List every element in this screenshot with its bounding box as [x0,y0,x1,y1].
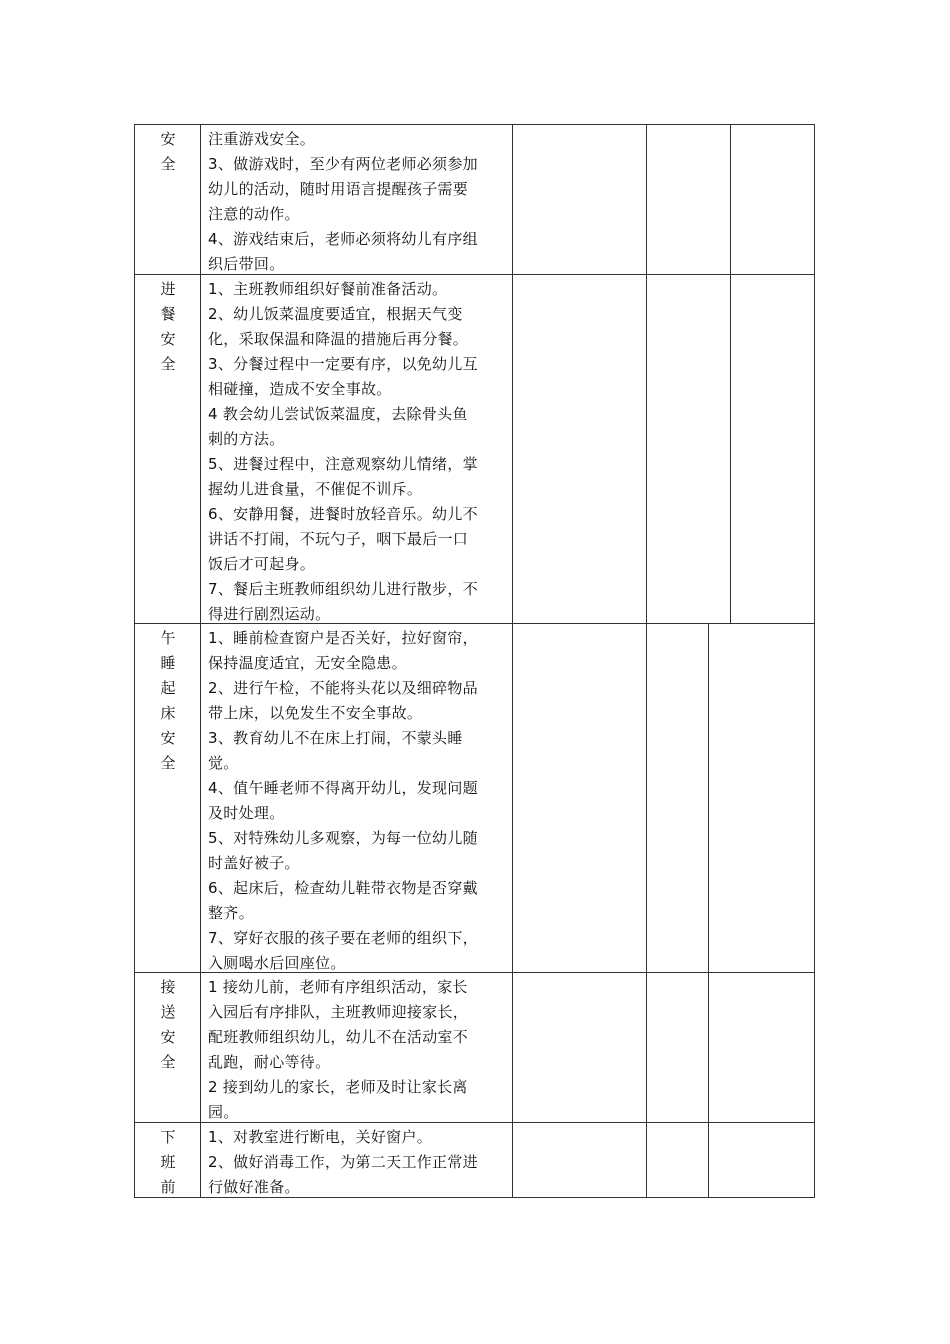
content-line: 入园后有序排队，主班教师迎接家长， [208,1003,469,1021]
content-cell [208,127,508,277]
content-line: 1、主班教师组织好餐前准备活动。 [208,280,448,298]
content-line: 织后带回。 [208,255,285,273]
content-line: 1 接幼儿前，老师有序组织活动，家长 [208,978,468,996]
content-line: 幼儿的活动，随时用语言提醒孩子需要 [208,180,469,198]
category-char: 全 [160,754,176,772]
content-line: 5、进餐过程中，注意观察幼儿情绪，掌 [208,455,478,473]
content-line: 时盖好被子。 [208,854,300,872]
content-line: 及时处理。 [208,804,285,822]
content-line: 4、游戏结束后，老师必须将幼儿有序组 [208,230,478,248]
category-char: 餐 [160,305,176,323]
content-line: 2、幼儿饭菜温度要适宜，根据天气变 [208,305,463,323]
content-line: 7、餐后主班教师组织幼儿进行散步，不 [208,580,478,598]
content-line: 4、值午睡老师不得离开幼儿，发现问题 [208,779,478,797]
category-char: 送 [160,1003,176,1021]
category-char: 前 [160,1178,176,1196]
content-line: 2 接到幼儿的家长，老师及时让家长离 [208,1078,468,1096]
content-line: 3、分餐过程中一定要有序，以免幼儿互 [208,355,478,373]
content-line: 7、穿好衣服的孩子要在老师的组织下， [208,929,478,947]
category-char: 安 [160,1028,176,1046]
content-line: 1、对教室进行断电，关好窗户。 [208,1128,433,1146]
content-line: 刺的方法。 [208,430,285,448]
category-char: 起 [160,679,176,697]
content-line: 注重游戏安全。 [208,130,316,148]
category-char: 安 [160,330,176,348]
category-char: 班 [160,1153,176,1171]
content-line: 入厕喝水后回座位。 [208,954,346,972]
content-cell [208,975,508,1125]
category-char: 安 [160,130,176,148]
content-line: 乱跑，耐心等待。 [208,1053,331,1071]
category-cell [135,626,201,776]
content-cell [208,277,508,627]
content-line: 4 教会幼儿尝试饭菜温度，去除骨头鱼 [208,405,468,423]
category-char: 下 [160,1128,176,1146]
table-border-top [134,124,815,125]
category-char: 接 [160,978,176,996]
category-cell [135,1125,201,1200]
category-char: 午 [160,629,176,647]
content-cell [208,1125,508,1200]
content-line: 相碰撞，造成不安全事故。 [208,380,392,398]
category-char: 全 [160,1053,176,1071]
content-line: 握幼儿进食量，不催促不训斥。 [208,480,423,498]
content-line: 3、做游戏时，至少有两位老师必须参加 [208,155,478,173]
table-border-right [814,124,815,1198]
content-line: 行做好准备。 [208,1178,300,1196]
content-line: 1、睡前检查窗户是否关好，拉好窗帘， [208,629,478,647]
content-line: 整齐。 [208,904,254,922]
category-cell [135,277,201,377]
content-line: 6、起床后，检查幼儿鞋带衣物是否穿戴 [208,879,478,897]
content-line: 3、教育幼儿不在床上打闹，不蒙头睡 [208,729,463,747]
content-line: 保持温度适宜，无安全隐患。 [208,654,407,672]
content-line: 2、做好消毒工作，为第二天工作正常进 [208,1153,478,1171]
category-cell [135,975,201,1075]
category-char: 全 [160,355,176,373]
content-line: 讲话不打闹，不玩勺子，咽下最后一口 [208,530,469,548]
content-line: 注意的动作。 [208,205,300,223]
category-char: 进 [160,280,176,298]
column-divider [646,124,647,1198]
content-line: 园。 [208,1103,239,1121]
content-line: 5、对特殊幼儿多观察，为每一位幼儿随 [208,829,478,847]
content-line: 觉。 [208,754,239,772]
category-char: 安 [160,729,176,747]
content-cell [208,626,508,976]
content-line: 6、安静用餐，进餐时放轻音乐。幼儿不 [208,505,478,523]
column-divider [730,124,731,623]
content-line: 得进行剧烈运动。 [208,605,331,623]
content-line: 带上床，以免发生不安全事故。 [208,704,423,722]
category-char: 床 [160,704,176,722]
category-cell [135,127,201,177]
column-divider [512,124,513,1198]
content-line: 化，采取保温和降温的措施后再分餐。 [208,330,469,348]
category-char: 睡 [160,654,176,672]
content-line: 饭后才可起身。 [208,555,316,573]
column-divider [708,623,709,1198]
content-line: 2、进行午检，不能将头花以及细碎物品 [208,679,478,697]
category-char: 全 [160,155,176,173]
content-line: 配班教师组织幼儿，幼儿不在活动室不 [208,1028,469,1046]
